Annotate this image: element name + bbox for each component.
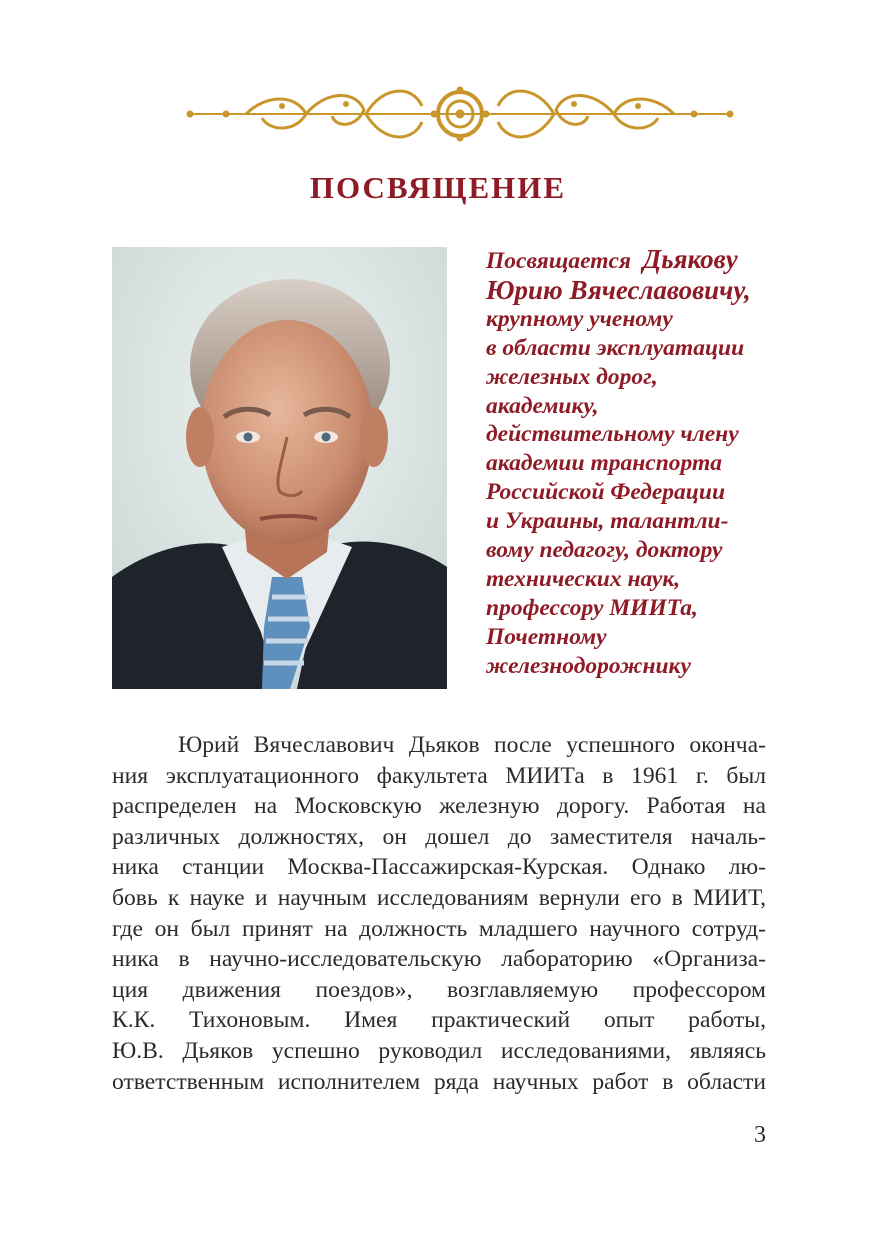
dedication-line: и Украины, талантли- — [486, 508, 729, 535]
dedication-line: крупному ученому — [486, 305, 673, 332]
dedication-text — [486, 245, 786, 681]
paragraph-line: Ю.В. Дьяков успешно руководил исследованиями, являясь — [112, 1037, 766, 1064]
dedication-line: технических наук, — [486, 565, 681, 592]
paragraph-line: ника в научно-исследовательскую лабораторию «Организа- — [112, 946, 766, 973]
paragraph-line: различных должностях, он дошел до заместителя началь- — [112, 823, 766, 850]
dedication-line: в области эксплуатации — [486, 334, 745, 361]
dedication-line: железнодорожнику — [486, 652, 691, 679]
dedication-line: академии транспорта — [486, 450, 722, 477]
paragraph-line: ника станции Москва-Пассажирская-Курская. Однако лю- — [112, 854, 766, 881]
decorative-ornament-icon — [186, 84, 734, 144]
dedication-line: вому педагогу, доктору — [486, 537, 723, 564]
page-title: ПОСВЯЩЕНИЕ — [309, 170, 567, 205]
portrait-photo — [112, 247, 447, 689]
paragraph-line: ция движения поездов», возглавляемую профессором — [112, 976, 766, 1003]
paragraph-line: где он был принят на должность младшего научного сотруд- — [112, 915, 766, 942]
paragraph-line: бовь к науке и научным исследованиям вернули его в МИИТ, — [112, 884, 766, 911]
dedication-line: Посвящается Дьякову — [486, 244, 738, 274]
paragraph-line: К.К. Тихоновым. Имея практический опыт работы, — [112, 1007, 766, 1034]
page-number: 3 — [754, 1122, 766, 1148]
paragraph-line: ния эксплуатационного факультета МИИТа в 1961 г. был — [112, 762, 766, 789]
body-paragraph — [112, 730, 766, 1097]
paragraph-line: распределен на Московскую железную дорогу. Работая на — [112, 793, 766, 820]
dedication-line: академику, — [486, 392, 599, 419]
paragraph-line: Юрий Вячеславович Дьяков после успешного оконча- — [178, 732, 766, 758]
dedication-line: Юрию Вячеславовичу, — [486, 274, 751, 305]
dedication-line: Российской Федерации — [486, 479, 726, 506]
dedication-line: Почетному — [486, 623, 607, 650]
paragraph-line: ответственным исполнителем ряда научных работ в области — [112, 1068, 766, 1095]
dedication-line: профессору МИИТа, — [486, 594, 698, 621]
dedication-line: действительному члену — [486, 421, 739, 448]
dedication-line: железных дорог, — [486, 363, 658, 390]
